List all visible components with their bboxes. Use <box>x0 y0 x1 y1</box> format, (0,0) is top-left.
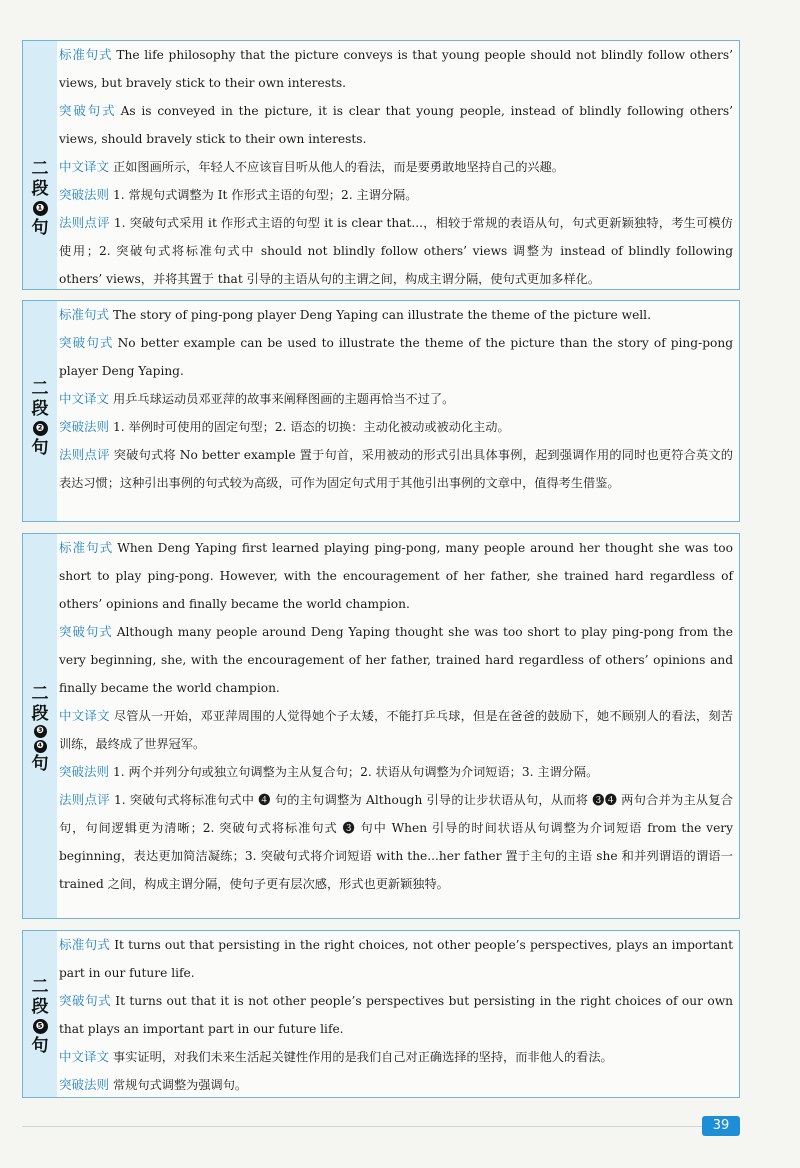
method-line <box>59 181 733 209</box>
side-char: 二 <box>31 977 49 997</box>
method-tag: 突破法则 <box>59 764 110 779</box>
comment-text: 1. 突破句式采用 it 作形式主语的句型 it is clear that...，相较于常规的表语从句，句式更新颖独特，考生可模仿使用；2. 突破句式将标准句式中 should not blindly follow others’ views 调整为 instead of blindly following others’ views，并将其置于 that 引导的主语从句的主谓之间，构成主谓分隔，使句式更加多样化。 <box>59 216 733 286</box>
breakthrough-text: It turns out that it is not other people’s perspectives but persisting in the right choices of our own that plays an important part in our future life. <box>59 994 733 1036</box>
comment-line <box>59 209 733 293</box>
side-char: 段 <box>31 704 49 724</box>
side-char: 二 <box>31 159 49 179</box>
chinese-translation <box>59 1043 733 1071</box>
sentence-number-badge: ❹ <box>34 740 47 753</box>
section-content <box>59 41 733 293</box>
standard-tag: 标准句式 <box>59 307 110 322</box>
method-line <box>59 413 733 441</box>
comment-text: 突破句式将 No better example 置于句首，采用被动的形式引出具体事例，起到强调作用的同时也更符合英文的表达习惯；这种引出事例的句式较为高级，可作为固定句式用于其他引出事例的文章中，值得考生借鉴。 <box>59 448 733 490</box>
breakthrough-sentence <box>59 987 733 1043</box>
breakthrough-sentence <box>59 329 733 385</box>
method-tag: 突破法则 <box>59 187 110 202</box>
method-line <box>59 758 733 786</box>
standard-tag: 标准句式 <box>59 540 114 555</box>
chinese-tag: 中文译文 <box>59 1049 110 1064</box>
standard-sentence <box>59 534 733 618</box>
method-text: 1. 常规句式调整为 It 作形式主语的句型；2. 主谓分隔。 <box>113 188 418 202</box>
breakthrough-text: As is conveyed in the picture, it is clear that young people, instead of blindly following others’ views, should bravely stick to their own interests. <box>59 104 733 146</box>
sentence-number-badge: ❺ <box>33 1019 48 1034</box>
chinese-text: 用乒乓球运动员邓亚萍的故事来阐释图画的主题再恰当不过了。 <box>113 392 455 406</box>
section-block-3 <box>22 533 740 919</box>
chinese-text: 正如图画所示，年轻人不应该盲目听从他人的看法，而是要勇敢地坚持自己的兴趣。 <box>113 160 564 174</box>
chinese-tag: 中文译文 <box>59 708 110 723</box>
method-text: 1. 两个并列分句或独立句调整为主从复合句；2. 状语从句调整为介词短语；3. 主谓分隔。 <box>113 765 599 779</box>
section-content <box>59 301 733 497</box>
breakthrough-tag: 突破句式 <box>59 993 112 1008</box>
section-side-label <box>25 977 55 1056</box>
breakthrough-text: No better example can be used to illustrate the theme of the picture than the story of ping-pong player Deng Yaping. <box>59 336 733 378</box>
method-tag: 突破法则 <box>59 419 110 434</box>
side-char: 二 <box>31 684 49 704</box>
side-suffix: 句 <box>31 218 49 238</box>
comment-text: 1. 突破句式将标准句式中 ❹ 句的主句调整为 Although 引导的让步状语从句，从而将 ❸❹ 两句合并为主从复合句，句间逻辑更为清晰；2. 突破句式将标准句式 ❸ 句中 When 引导的时间状语从句调整为介词短语 from the very beginning，表达更加简洁凝练；3. 突破句式将介词短语 with the...her father 置于主句的主语 she 和并列谓语的谓语一 trained 之间，构成主谓分隔，使句子更有层次感，形式也更新颖独特。 <box>59 793 733 891</box>
side-char: 段 <box>31 997 49 1017</box>
standard-text: The life philosophy that the picture conveys is that young people should not blindly follow others’ views, but bravely stick to their own interests. <box>59 48 733 90</box>
chinese-translation <box>59 153 733 181</box>
breakthrough-tag: 突破句式 <box>59 103 117 118</box>
standard-text: It turns out that persisting in the right choices, not other people’s perspectives, plays an important part in our future life. <box>59 938 733 980</box>
sentence-number-badge: ❶ <box>33 201 48 216</box>
footer-divider <box>22 1126 702 1127</box>
chinese-text: 尽管从一开始，邓亚萍周围的人觉得她个子太矮，不能打乒乓球，但是在爸爸的鼓励下，她不顾别人的看法，刻苦训练，最终成了世界冠军。 <box>59 709 733 751</box>
standard-sentence <box>59 931 733 987</box>
comment-line <box>59 441 733 497</box>
breakthrough-tag: 突破句式 <box>59 624 113 639</box>
side-char: 二 <box>31 379 49 399</box>
standard-sentence <box>59 301 733 329</box>
comment-tag: 法则点评 <box>59 215 110 230</box>
page-number: 39 <box>702 1116 740 1136</box>
sentence-number-badge: ❸ <box>34 725 47 738</box>
side-suffix: 句 <box>31 438 49 458</box>
breakthrough-sentence <box>59 618 733 702</box>
side-char: 段 <box>31 399 49 419</box>
comment-tag: 法则点评 <box>59 447 110 462</box>
chinese-text: 事实证明，对我们未来生活起关键性作用的是我们自己对正确选择的坚持，而非他人的看法。 <box>113 1050 613 1064</box>
method-text: 1. 举例时可使用的固定句型；2. 语态的切换：主动化被动或被动化主动。 <box>113 420 510 434</box>
chinese-tag: 中文译文 <box>59 391 110 406</box>
section-block-2 <box>22 300 740 522</box>
standard-tag: 标准句式 <box>59 47 113 62</box>
side-suffix: 句 <box>31 754 49 774</box>
breakthrough-text: Although many people around Deng Yaping thought she was too short to play ping-pong from the very beginning, she, with the encouragement of her father, trained hard regardless of others’ opinions and finally became the world champion. <box>59 625 733 695</box>
side-char: 段 <box>31 179 49 199</box>
section-content <box>59 534 733 898</box>
comment-line <box>59 786 733 898</box>
method-tag: 突破法则 <box>59 1077 110 1092</box>
breakthrough-sentence <box>59 97 733 153</box>
section-side-label <box>25 159 55 238</box>
section-block-1 <box>22 40 740 290</box>
chinese-translation <box>59 385 733 413</box>
standard-text: When Deng Yaping first learned playing ping-pong, many people around her thought she was too short to play ping-pong. However, with the encouragement of her father, she trained hard regardless of others’ opinions and finally became the world champion. <box>59 541 733 611</box>
section-side-label <box>25 379 55 458</box>
standard-text: The story of ping-pong player Deng Yaping can illustrate the theme of the picture well. <box>113 308 651 322</box>
standard-sentence <box>59 41 733 97</box>
section-side-label <box>25 684 55 774</box>
chinese-translation <box>59 702 733 758</box>
sentence-number-badge: ❷ <box>33 421 48 436</box>
breakthrough-tag: 突破句式 <box>59 335 114 350</box>
section-block-4 <box>22 930 740 1098</box>
standard-tag: 标准句式 <box>59 937 111 952</box>
comment-tag: 法则点评 <box>59 792 111 807</box>
section-content <box>59 931 733 1099</box>
method-line <box>59 1071 733 1099</box>
side-suffix: 句 <box>31 1036 49 1056</box>
method-text: 常规句式调整为强调句。 <box>113 1078 248 1092</box>
chinese-tag: 中文译文 <box>59 159 110 174</box>
